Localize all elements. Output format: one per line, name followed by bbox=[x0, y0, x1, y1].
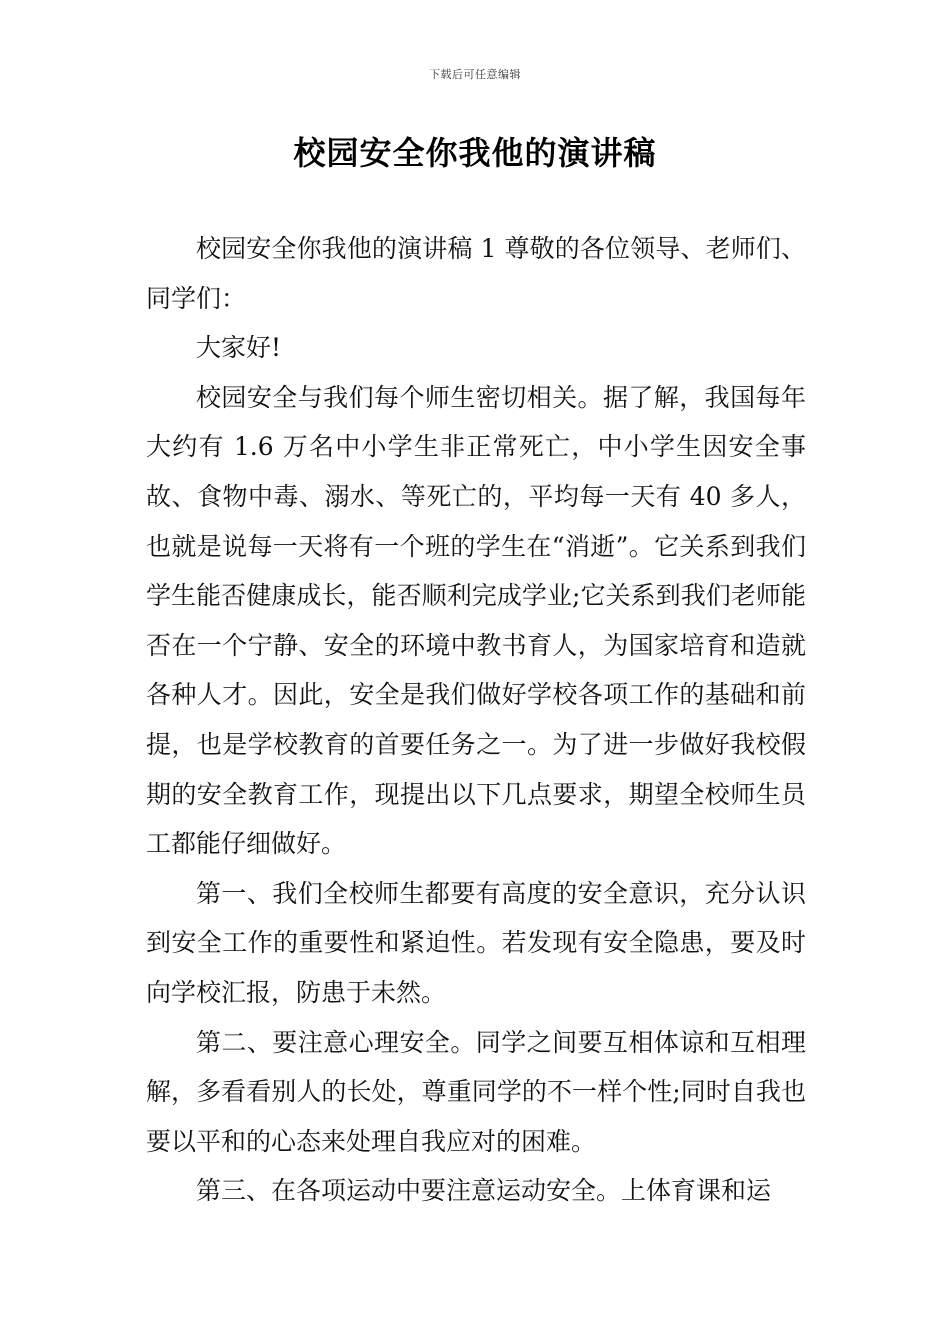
paragraph-point-two: 第二、要注意心理安全。同学之间要互相体谅和互相理解，多看看别人的长处，尊重同学的不一样个性;同时自我也要以平和的心态来处理自我应对的困难。 bbox=[146, 1027, 806, 1156]
document-body bbox=[146, 224, 806, 1216]
paragraph-hello: 大家好! bbox=[196, 333, 282, 363]
paragraph-greeting-recipients: 校园安全你我他的演讲稿 1 尊敬的各位领导、老师们、同学们： bbox=[146, 234, 806, 313]
header-note: 下载后可任意编辑 bbox=[429, 68, 521, 81]
paragraph-point-one: 第一、我们全校师生都要有高度的安全意识，充分认识到安全工作的重要性和紧迫性。若发现有安全隐患，要及时向学校汇报，防患于未然。 bbox=[146, 878, 806, 1007]
document-title: 校园安全你我他的演讲稿 bbox=[293, 134, 657, 172]
paragraph-point-three: 第三、在各项运动中要注意运动安全。上体育课和运 bbox=[196, 1176, 772, 1206]
paragraph-intro: 校园安全与我们每个师生密切相关。据了解，我国每年大约有 1.6 万名中小学生非正常死亡，中小学生因安全事故、食物中毒、溺水、等死亡的，平均每一天有 40 多人，也就是说每一天将有一个班的学生在“消逝”。它关系到我们学生能否健康成长，能否顺利完成学业;它关系到我们老师能否在一个宁静、安全的环境中教书育人，为国家培育和造就各种人才。因此，安全是我们做好学校各项工作的基础和前提，也是学校教育的首要任务之一。为了进一步做好我校假期的安全教育工作，现提出以下几点要求，期望全校师生员工都能仔细做好。 bbox=[146, 382, 806, 859]
